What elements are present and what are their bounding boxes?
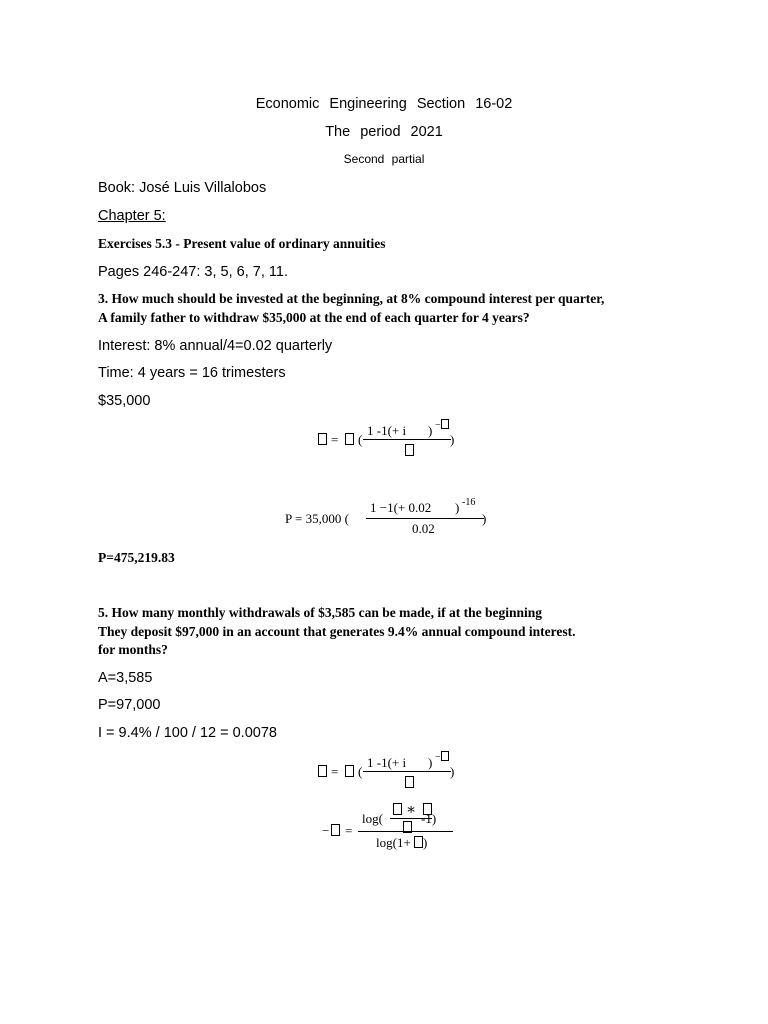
document-period: The period 2021 xyxy=(325,124,443,140)
formula-numerator: 1 -1(+ i xyxy=(367,755,407,770)
fraction-bar xyxy=(358,831,453,832)
formula-close-paren-outer: ) xyxy=(450,764,455,779)
formula-equals: = xyxy=(331,432,339,447)
placeholder-glyph-icon xyxy=(345,765,354,777)
formula-equals: = xyxy=(331,764,339,779)
fraction-bar xyxy=(363,771,451,772)
formula-exponent: − xyxy=(435,752,441,763)
placeholder-glyph-icon xyxy=(318,433,327,445)
formula-numerator: 1 -1(+ i xyxy=(367,423,407,438)
problem5-p-value: P=97,000 xyxy=(98,697,161,713)
substituted-close-paren: ) xyxy=(455,500,460,515)
problem5-i-value: I = 9.4% / 100 / 12 = 0.0078 xyxy=(98,725,277,741)
book-reference: Book: José Luis Villalobos xyxy=(98,180,267,196)
placeholder-glyph-icon xyxy=(331,824,340,836)
formula-close-paren-outer: ) xyxy=(450,432,455,447)
placeholder-glyph-icon xyxy=(441,751,449,761)
exercises-title: Exercises 5.3 - Present value of ordinary annuities xyxy=(98,236,386,251)
fraction-bar xyxy=(366,518,484,519)
problem5-question-line2: They deposit $97,000 in an account that generates 9.4% annual compound interest. xyxy=(98,624,576,639)
formula-close-paren: ) xyxy=(428,755,433,770)
log-minus-one: -1) xyxy=(421,811,437,826)
formula-open-paren: ( xyxy=(358,432,363,447)
problem5-question-line3: for months? xyxy=(98,642,168,657)
document-subtitle: Second partial xyxy=(343,152,425,166)
problem5-a-value: A=3,585 xyxy=(98,670,153,686)
placeholder-glyph-icon xyxy=(441,419,449,429)
substituted-exponent: -16 xyxy=(462,497,476,508)
pages-reference: Pages 246-247: 3, 5, 6, 7, 11. xyxy=(98,264,288,280)
formula-exponent: − xyxy=(435,420,441,431)
log-open: log( xyxy=(362,811,383,826)
problem3-amount: $35,000 xyxy=(98,393,151,409)
problem3-question-line2: A family father to withdraw $35,000 at the end of each quarter for 4 years? xyxy=(98,310,530,325)
formula-open-paren: ( xyxy=(358,764,363,779)
substituted-close-paren-outer: ) xyxy=(482,511,487,526)
problem5-question-line1: 5. How many monthly withdrawals of $3,585 can be made, if at the beginning xyxy=(98,605,543,620)
log-star: ∗ xyxy=(406,802,417,818)
log-denominator-close: ) xyxy=(423,835,428,850)
placeholder-glyph-icon xyxy=(345,433,354,445)
log-denominator: log(1+ xyxy=(376,835,411,850)
log-equals: = xyxy=(345,823,353,838)
problem3-time: Time: 4 years = 16 trimesters xyxy=(98,365,286,381)
placeholder-glyph-icon xyxy=(405,444,414,456)
substituted-numerator: 1 −1(+ 0.02 xyxy=(370,500,432,515)
substituted-denominator: 0.02 xyxy=(412,521,435,536)
placeholder-glyph-icon xyxy=(405,776,414,788)
placeholder-glyph-icon xyxy=(318,765,327,777)
problem3-result: P=475,219.83 xyxy=(98,550,175,565)
placeholder-glyph-icon xyxy=(393,803,402,815)
formula-close-paren: ) xyxy=(428,423,433,438)
fraction-bar xyxy=(363,439,451,440)
problem3-question-line1: 3. How much should be invested at the beginning, at 8% compound interest per quarter, xyxy=(98,291,605,306)
log-lhs-minus: − xyxy=(322,823,330,838)
placeholder-glyph-icon xyxy=(414,836,423,848)
chapter-heading: Chapter 5: xyxy=(98,208,166,224)
problem3-interest: Interest: 8% annual/4=0.02 quarterly xyxy=(98,338,333,354)
document-title: Economic Engineering Section 16-02 xyxy=(255,96,513,112)
substituted-lhs: P = 35,000 ( xyxy=(285,511,349,526)
